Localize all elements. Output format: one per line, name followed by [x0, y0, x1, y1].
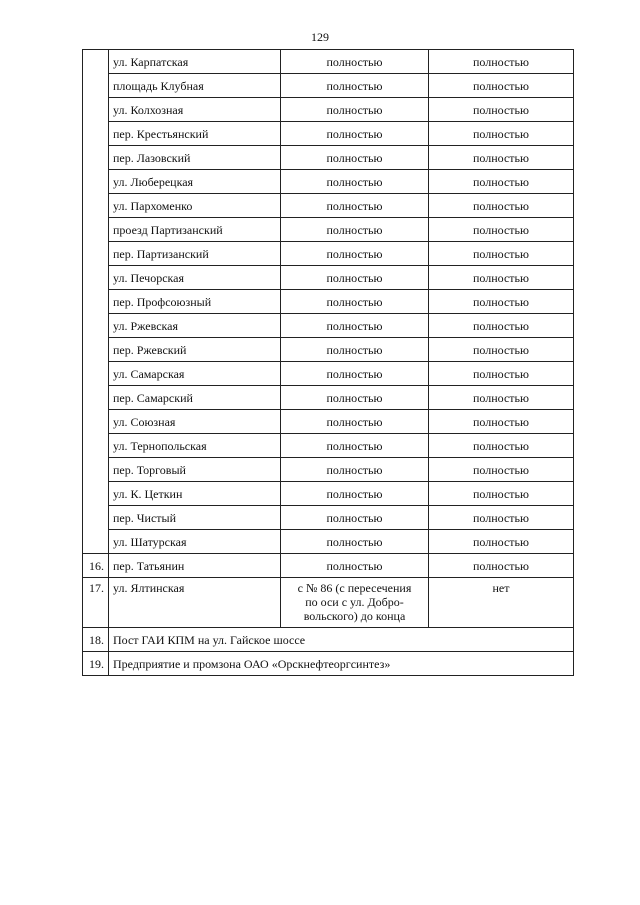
coverage-a-cell: полностью	[281, 290, 429, 314]
coverage-b-cell: полностью	[429, 74, 574, 98]
coverage-a-cell: полностью	[281, 506, 429, 530]
table-row-18	[83, 628, 574, 652]
coverage-a-line: с № 86 (с пересечения	[297, 581, 412, 595]
coverage-b-cell: полностью	[429, 122, 574, 146]
table-row	[83, 170, 574, 194]
coverage-b-cell: полностью	[429, 194, 574, 218]
coverage-a-cell: полностью	[281, 74, 429, 98]
coverage-b-cell: полностью	[429, 146, 574, 170]
street-cell: пер. Крестьянский	[109, 122, 281, 146]
coverage-a-cell: полностью	[281, 554, 429, 578]
street-cell: пер. Партизанский	[109, 242, 281, 266]
street-cell: пер. Татьянин	[109, 554, 281, 578]
table-row	[83, 506, 574, 530]
row-18-text: Пост ГАИ КПМ на ул. Гайское шоссе	[109, 628, 574, 652]
street-cell: ул. Карпатская	[109, 50, 281, 74]
coverage-a-cell: полностью	[281, 338, 429, 362]
street-cell: проезд Партизанский	[109, 218, 281, 242]
coverage-b-cell: полностью	[429, 242, 574, 266]
street-cell: ул. Люберецкая	[109, 170, 281, 194]
coverage-a-cell: полностью	[281, 122, 429, 146]
row-number: 17.	[83, 578, 109, 628]
street-cell: пер. Чистый	[109, 506, 281, 530]
table-row	[83, 98, 574, 122]
table-row	[83, 314, 574, 338]
table-row-19	[83, 652, 574, 676]
coverage-b-cell: полностью	[429, 434, 574, 458]
table-row	[83, 50, 574, 74]
coverage-b-cell: полностью	[429, 98, 574, 122]
coverage-a-cell: полностью	[281, 170, 429, 194]
coverage-b-cell: полностью	[429, 530, 574, 554]
coverage-a-cell: полностью	[281, 50, 429, 74]
coverage-a-cell: полностью	[281, 362, 429, 386]
coverage-a-cell	[281, 578, 429, 628]
coverage-b-cell: полностью	[429, 170, 574, 194]
page-number: 129	[311, 30, 329, 44]
row-number-cell	[83, 50, 109, 554]
coverage-b-cell: полностью	[429, 554, 574, 578]
street-cell: ул. Колхозная	[109, 98, 281, 122]
table-row	[83, 242, 574, 266]
coverage-b-cell: полностью	[429, 314, 574, 338]
streets-table-body	[83, 50, 574, 676]
coverage-b-cell: полностью	[429, 290, 574, 314]
table-row	[83, 74, 574, 98]
coverage-b-cell: полностью	[429, 266, 574, 290]
coverage-b-cell: нет	[429, 578, 574, 628]
table-row	[83, 266, 574, 290]
table-row	[83, 338, 574, 362]
table-row	[83, 386, 574, 410]
coverage-a-cell: полностью	[281, 386, 429, 410]
coverage-a-cell: полностью	[281, 410, 429, 434]
coverage-a-cell: полностью	[281, 314, 429, 338]
table-row	[83, 122, 574, 146]
coverage-a-cell: полностью	[281, 242, 429, 266]
table-row	[83, 458, 574, 482]
table-row-17	[83, 578, 574, 628]
street-cell: ул. Тернопольская	[109, 434, 281, 458]
table-row	[83, 482, 574, 506]
street-cell: ул. Пархоменко	[109, 194, 281, 218]
coverage-a-cell: полностью	[281, 434, 429, 458]
row-number: 19.	[83, 652, 109, 676]
street-cell: пер. Лазовский	[109, 146, 281, 170]
table-row	[83, 434, 574, 458]
coverage-b-cell: полностью	[429, 50, 574, 74]
coverage-a-cell: полностью	[281, 98, 429, 122]
street-cell: ул. Ржевская	[109, 314, 281, 338]
coverage-a-cell: полностью	[281, 482, 429, 506]
street-cell: пер. Ржевский	[109, 338, 281, 362]
street-cell: ул. Союзная	[109, 410, 281, 434]
table-row	[83, 290, 574, 314]
table-row	[83, 530, 574, 554]
streets-table	[82, 49, 574, 676]
table-row	[83, 146, 574, 170]
coverage-a-cell: полностью	[281, 218, 429, 242]
street-cell: ул. Шатурская	[109, 530, 281, 554]
street-cell: ул. Самарская	[109, 362, 281, 386]
coverage-b-cell: полностью	[429, 482, 574, 506]
street-cell: ул. Ялтинская	[109, 578, 281, 628]
coverage-b-cell: полностью	[429, 506, 574, 530]
row-number: 16.	[83, 554, 109, 578]
coverage-b-cell: полностью	[429, 218, 574, 242]
coverage-b-cell: полностью	[429, 410, 574, 434]
coverage-a-cell: полностью	[281, 530, 429, 554]
table-row	[83, 194, 574, 218]
coverage-a-cell: полностью	[281, 146, 429, 170]
coverage-a-cell: полностью	[281, 458, 429, 482]
street-cell: ул. Печорская	[109, 266, 281, 290]
table-row	[83, 362, 574, 386]
coverage-b-cell: полностью	[429, 338, 574, 362]
coverage-b-cell: полностью	[429, 386, 574, 410]
coverage-b-cell: полностью	[429, 362, 574, 386]
row-19-text: Предприятие и промзона ОАО «Орскнефтеоргсинтез»	[109, 652, 574, 676]
coverage-b-cell: полностью	[429, 458, 574, 482]
table-row	[83, 218, 574, 242]
table-row	[83, 410, 574, 434]
street-cell: пер. Самарский	[109, 386, 281, 410]
coverage-a-cell: полностью	[281, 266, 429, 290]
coverage-a-cell: полностью	[281, 194, 429, 218]
street-cell: пер. Профсоюзный	[109, 290, 281, 314]
street-cell: пер. Торговый	[109, 458, 281, 482]
coverage-a-line: по оси с ул. Добро-	[305, 595, 404, 609]
coverage-a-line: вольского) до конца	[303, 609, 406, 623]
table-row-16	[83, 554, 574, 578]
street-cell: ул. К. Цеткин	[109, 482, 281, 506]
street-cell: площадь Клубная	[109, 74, 281, 98]
row-number: 18.	[83, 628, 109, 652]
